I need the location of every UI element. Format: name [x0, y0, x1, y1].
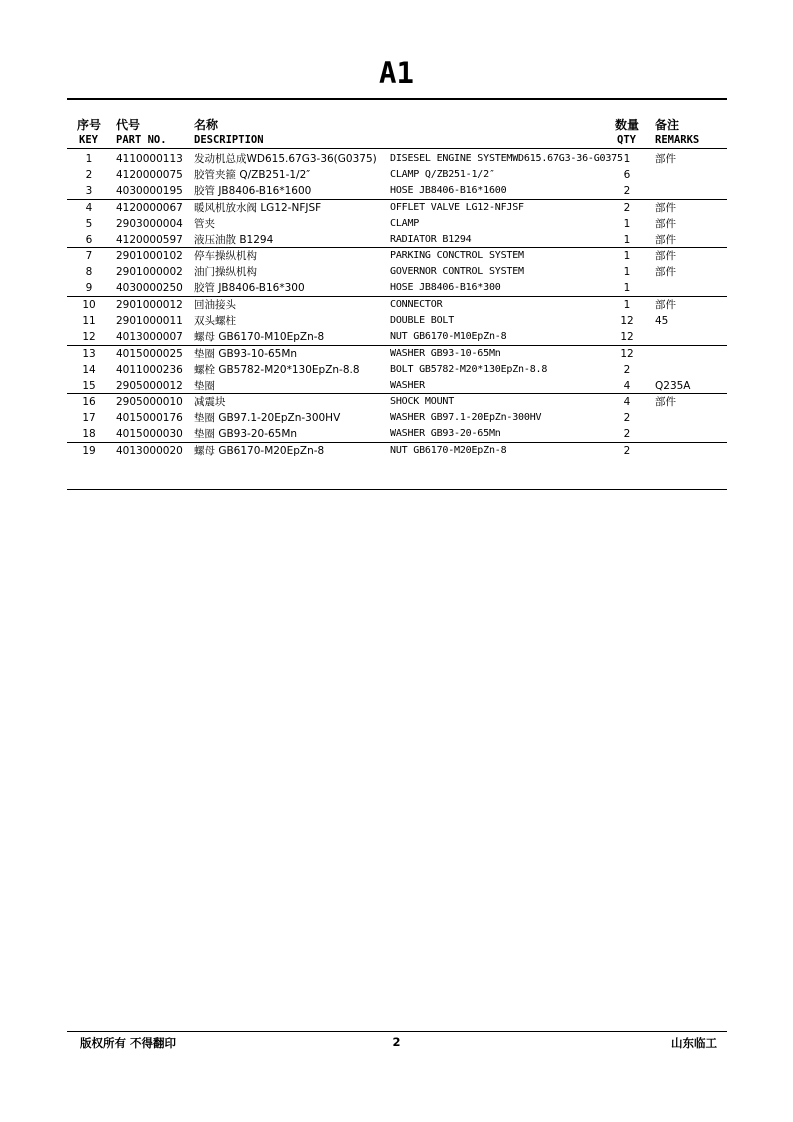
row-qty: 12 — [620, 331, 634, 343]
row-part-number: 2901000102 — [116, 250, 183, 262]
row-part-number: 2901000011 — [116, 315, 183, 327]
table-row — [67, 443, 727, 459]
row-key: 9 — [85, 282, 93, 294]
row-key: 15 — [82, 380, 96, 392]
row-qty: 2 — [623, 185, 631, 197]
header-remarks-cn: 备注 — [655, 118, 680, 132]
row-description-en: WASHER GB97.1-20EpZn-300HV — [390, 412, 542, 423]
table-row — [67, 362, 727, 378]
header-part-cn: 代号 — [116, 118, 141, 132]
row-description-cn: 垫圈 GB93-20-65Mn — [194, 428, 298, 440]
row-description-en: CLAMP Q/ZB251-1/2″ — [390, 169, 495, 180]
top-rule — [67, 98, 727, 100]
row-key: 7 — [85, 250, 93, 262]
row-key: 8 — [85, 266, 93, 278]
row-description-cn: 螺母 GB6170-M20EpZn-8 — [194, 445, 325, 457]
header-desc-en: DESCRIPTION — [194, 134, 264, 146]
table-row — [67, 313, 727, 329]
row-description-en: HOSE JB8406-B16*1600 — [390, 185, 507, 196]
row-part-number: 4013000020 — [116, 445, 183, 457]
row-part-number: 4015000030 — [116, 428, 183, 440]
header-qty-cn: 数量 — [615, 118, 640, 132]
row-part-number: 2905000012 — [116, 380, 183, 392]
table-row — [67, 329, 727, 345]
row-part-number: 4013000007 — [116, 331, 183, 343]
row-part-number: 4110000113 — [116, 153, 183, 165]
row-qty: 1 — [623, 234, 631, 246]
header-key-cn: 序号 — [77, 118, 102, 132]
row-part-number: 4030000195 — [116, 185, 183, 197]
row-remarks: 部件 — [655, 250, 676, 262]
footer-copyright: 版权所有 不得翻印 — [80, 1036, 177, 1050]
row-qty: 4 — [623, 396, 631, 408]
row-description-cn: 停车操纵机构 — [194, 250, 257, 262]
row-description-en: SHOCK MOUNT — [390, 396, 455, 407]
row-key: 3 — [85, 185, 93, 197]
row-key: 4 — [85, 202, 93, 214]
row-description-en: CLAMP — [390, 218, 420, 229]
row-part-number: 4120000597 — [116, 234, 183, 246]
row-description-cn: 双头螺柱 — [194, 315, 236, 327]
table-row — [67, 346, 727, 362]
row-qty: 1 — [623, 299, 631, 311]
table-row — [67, 264, 727, 280]
row-qty: 6 — [623, 169, 631, 181]
row-description-en: HOSE JB8406-B16*300 — [390, 282, 501, 293]
row-remarks: 部件 — [655, 202, 676, 214]
row-key: 13 — [82, 348, 96, 360]
row-key: 18 — [82, 428, 96, 440]
row-key: 2 — [85, 169, 93, 181]
row-description-cn: 液压油散 B1294 — [194, 234, 274, 246]
row-qty: 2 — [623, 364, 631, 376]
row-remarks: Q235A — [655, 380, 691, 392]
table-row — [67, 216, 727, 232]
row-qty: 1 — [623, 250, 631, 262]
row-part-number: 2903000004 — [116, 218, 183, 230]
table-row — [67, 280, 727, 296]
header-qty-en: QTY — [617, 134, 636, 146]
row-key: 19 — [82, 445, 96, 457]
table-row — [67, 151, 727, 167]
row-key: 14 — [82, 364, 96, 376]
row-part-number: 2901000002 — [116, 266, 183, 278]
row-key: 16 — [82, 396, 96, 408]
row-part-number: 4011000236 — [116, 364, 183, 376]
row-part-number: 4120000067 — [116, 202, 183, 214]
row-qty: 2 — [623, 202, 631, 214]
row-remarks: 部件 — [655, 234, 676, 246]
row-qty: 2 — [623, 412, 631, 424]
row-part-number: 2905000010 — [116, 396, 183, 408]
table-row — [67, 410, 727, 426]
row-description-en: WASHER GB93-10-65Mn — [390, 348, 501, 359]
row-key: 5 — [85, 218, 93, 230]
row-key: 17 — [82, 412, 96, 424]
row-description-cn: 发动机总成WD615.67G3-36(G0375) — [194, 153, 377, 165]
row-description-en: NUT GB6170-M10EpZn-8 — [390, 331, 507, 342]
row-description-en: WASHER — [390, 380, 425, 391]
row-part-number: 2901000012 — [116, 299, 183, 311]
header-remarks-en: REMARKS — [655, 134, 700, 146]
page-number: 2 — [392, 1035, 401, 1049]
row-description-cn: 垫圈 GB97.1-20EpZn-300HV — [194, 412, 341, 424]
row-qty: 12 — [620, 315, 634, 327]
row-description-en: RADIATOR B1294 — [390, 234, 472, 245]
row-description-cn: 管夹 — [194, 218, 215, 230]
header-key-en: KEY — [79, 134, 98, 146]
row-description-en: GOVERNOR CONTROL SYSTEM — [390, 266, 524, 277]
row-description-en: DISESEL ENGINE SYSTEMWD615.67G3-36-G0375 — [390, 153, 623, 164]
table-row — [67, 167, 727, 183]
row-description-cn: 胶管 JB8406-B16*1600 — [194, 185, 312, 197]
row-key: 6 — [85, 234, 93, 246]
row-description-cn: 减震块 — [194, 396, 226, 408]
row-qty: 12 — [620, 348, 634, 360]
bottom-rule — [67, 489, 727, 490]
row-remarks: 部件 — [655, 218, 676, 230]
row-qty: 1 — [623, 153, 631, 165]
page-title: A1 — [379, 56, 414, 90]
row-key: 12 — [82, 331, 96, 343]
row-description-cn: 胶管 JB8406-B16*300 — [194, 282, 305, 294]
row-qty: 2 — [623, 428, 631, 440]
table-row — [67, 183, 727, 199]
row-description-en: CONNECTOR — [390, 299, 443, 310]
row-part-number: 4030000250 — [116, 282, 183, 294]
row-part-number: 4120000075 — [116, 169, 183, 181]
row-key: 10 — [82, 299, 96, 311]
row-part-number: 4015000176 — [116, 412, 183, 424]
row-qty: 1 — [623, 218, 631, 230]
row-remarks: 部件 — [655, 396, 676, 408]
row-description-cn: 油门操纵机构 — [194, 266, 257, 278]
header-rule — [67, 148, 727, 149]
row-part-number: 4015000025 — [116, 348, 183, 360]
row-qty: 2 — [623, 445, 631, 457]
footer-rule — [67, 1031, 727, 1032]
table-row — [67, 200, 727, 216]
row-remarks: 部件 — [655, 153, 676, 165]
row-description-en: BOLT GB5782-M20*130EpZn-8.8 — [390, 364, 548, 375]
row-description-en: OFFLET VALVE LG12-NFJSF — [390, 202, 524, 213]
table-row — [67, 378, 727, 394]
table-row — [67, 248, 727, 264]
row-description-cn: 回油接头 — [194, 299, 236, 311]
row-key: 11 — [82, 315, 96, 327]
header-part-en: PART NO. — [116, 134, 167, 146]
row-description-en: NUT GB6170-M20EpZn-8 — [390, 445, 507, 456]
table-row — [67, 426, 727, 442]
row-description-cn: 垫圈 GB93-10-65Mn — [194, 348, 298, 360]
table-row — [67, 394, 727, 410]
row-description-en: PARKING CONCTROL SYSTEM — [390, 250, 524, 261]
row-description-cn: 暖风机放水阀 LG12-NFJSF — [194, 202, 322, 214]
row-remarks: 45 — [655, 315, 669, 327]
row-qty: 1 — [623, 282, 631, 294]
row-description-cn: 垫圈 — [194, 380, 215, 392]
table-row — [67, 297, 727, 313]
row-description-cn: 螺栓 GB5782-M20*130EpZn-8.8 — [194, 364, 360, 376]
row-description-cn: 螺母 GB6170-M10EpZn-8 — [194, 331, 325, 343]
row-remarks: 部件 — [655, 299, 676, 311]
row-qty: 4 — [623, 380, 631, 392]
header-desc-cn: 名称 — [194, 118, 219, 132]
table-row — [67, 232, 727, 248]
row-description-cn: 胶管夹箍 Q/ZB251-1/2″ — [194, 169, 311, 181]
row-qty: 1 — [623, 266, 631, 278]
row-remarks: 部件 — [655, 266, 676, 278]
row-key: 1 — [85, 153, 93, 165]
footer-company: 山东临工 — [671, 1036, 717, 1050]
row-description-en: WASHER GB93-20-65Mn — [390, 428, 501, 439]
row-description-en: DOUBLE BOLT — [390, 315, 455, 326]
